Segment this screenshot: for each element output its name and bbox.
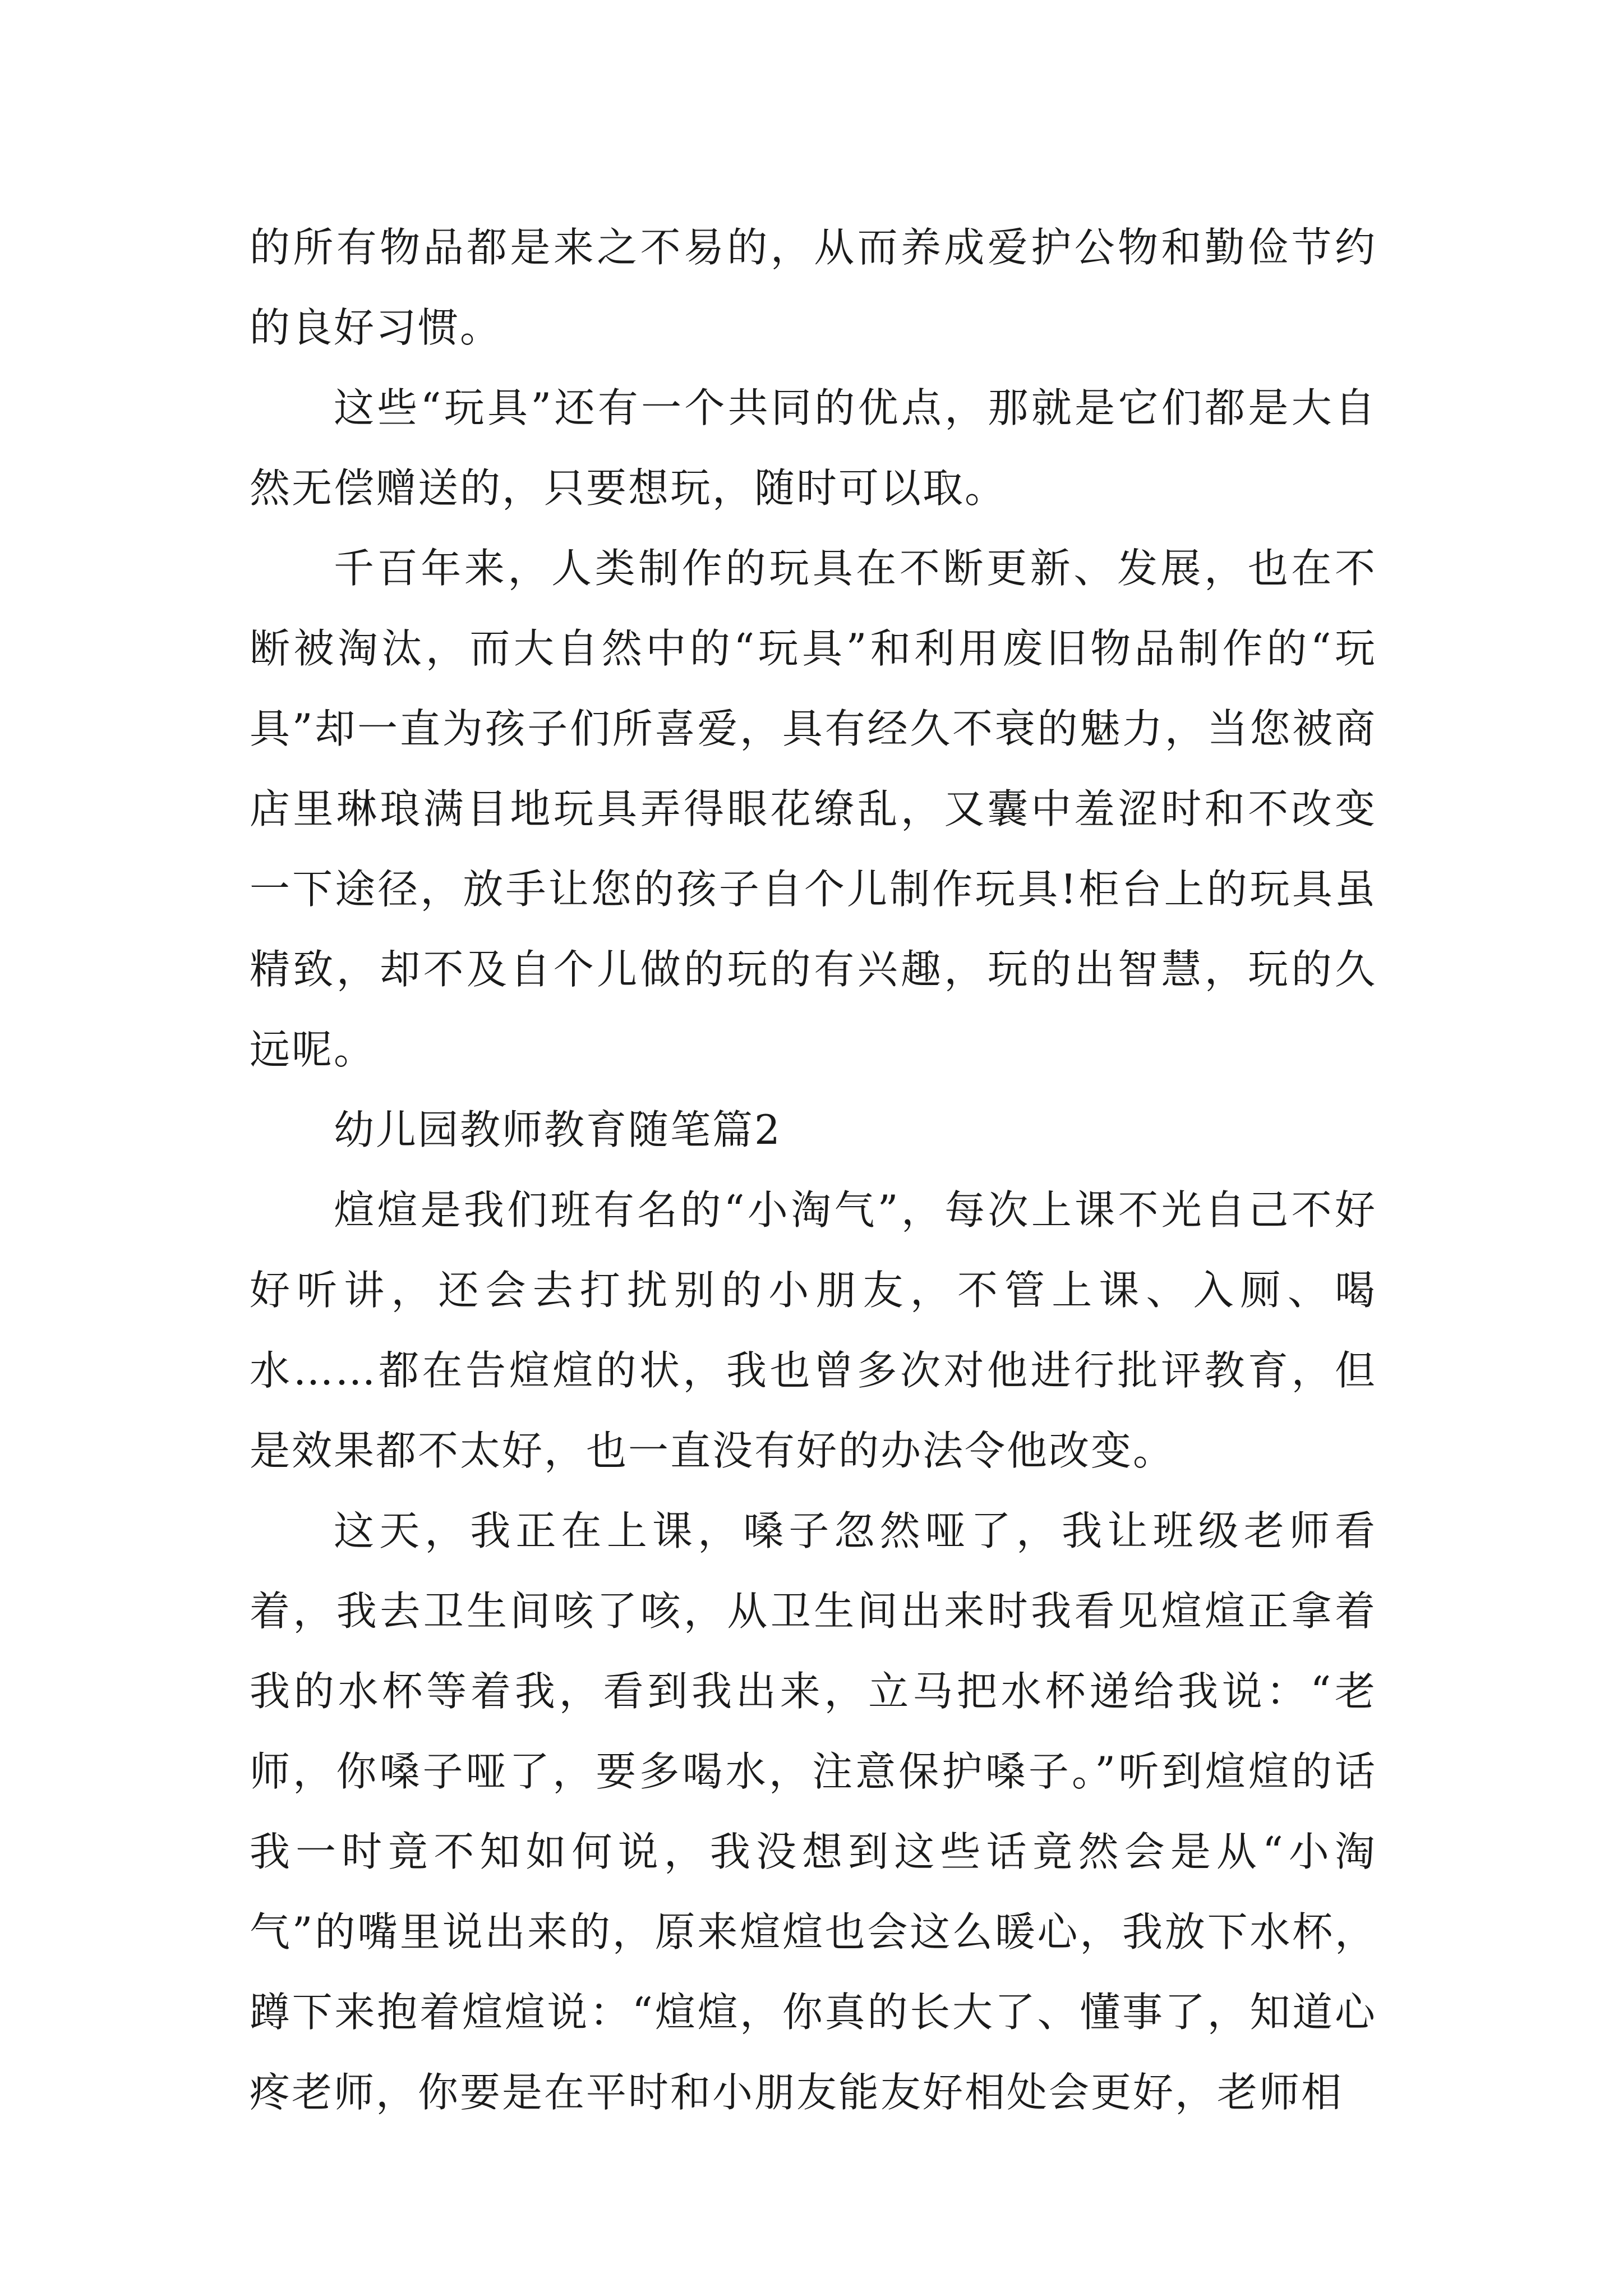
paragraph-xuanxuan-intro: 煊煊是我们班有名的“小淘气”，每次上课不光自己不好好听讲，还会去打扰别的小朋友，不管上课、入厕、喝水……都在告煊煊的状，我也曾多次对他进行批评教育，但是效果都不太好，也一直没有好的办法令他改变。	[250, 1186, 1377, 1474]
paragraph-xuanxuan-story: 这天，我正在上课，嗓子忽然哑了，我让班级老师看着，我去卫生间咳了咳，从卫生间出来时我看见煊煊正拿着我的水杯等着我，看到我出来，立马把水杯递给我说：“老师，你嗓子哑了，要多喝水，注意保护嗓子。”听到煊煊的话我一时竟不知如何说，我没想到这些话竟然会是从“小淘气”的嘴里说出来的，原来煊煊也会这么暖心，我放下水杯，蹲下来抱着煊煊说：“煊煊，你真的长大了、懂事了，知道心疼老师，你要是在平时和小朋友能友好相处会更好，老师相	[250, 1507, 1377, 2116]
paragraph-continuation: 的所有物品都是来之不易的，从而养成爱护公物和勤俭节约的良好习惯。	[250, 224, 1377, 351]
paragraph-toys-history: 千百年来，人类制作的玩具在不断更新、发展，也在不断被淘汰，而大自然中的“玩具”和利用废旧物品制作的“玩具”却一直为孩子们所喜爱，具有经久不衰的魅力，当您被商店里琳琅满目地玩具弄得眼花缭乱，又囊中羞涩时和不改变一下途径，放手让您的孩子自个儿制作玩具!柜台上的玩具虽精致，却不及自个儿做的玩的有兴趣，玩的出智慧，玩的久远呢。	[250, 545, 1377, 1073]
document-body	[250, 208, 1377, 2133]
paragraph-toys-advantage: 这些“玩具”还有一个共同的优点，那就是它们都是大自然无偿赠送的，只要想玩，随时可以取。	[250, 384, 1377, 512]
section-heading: 幼儿园教师教育随笔篇2	[334, 1106, 782, 1153]
